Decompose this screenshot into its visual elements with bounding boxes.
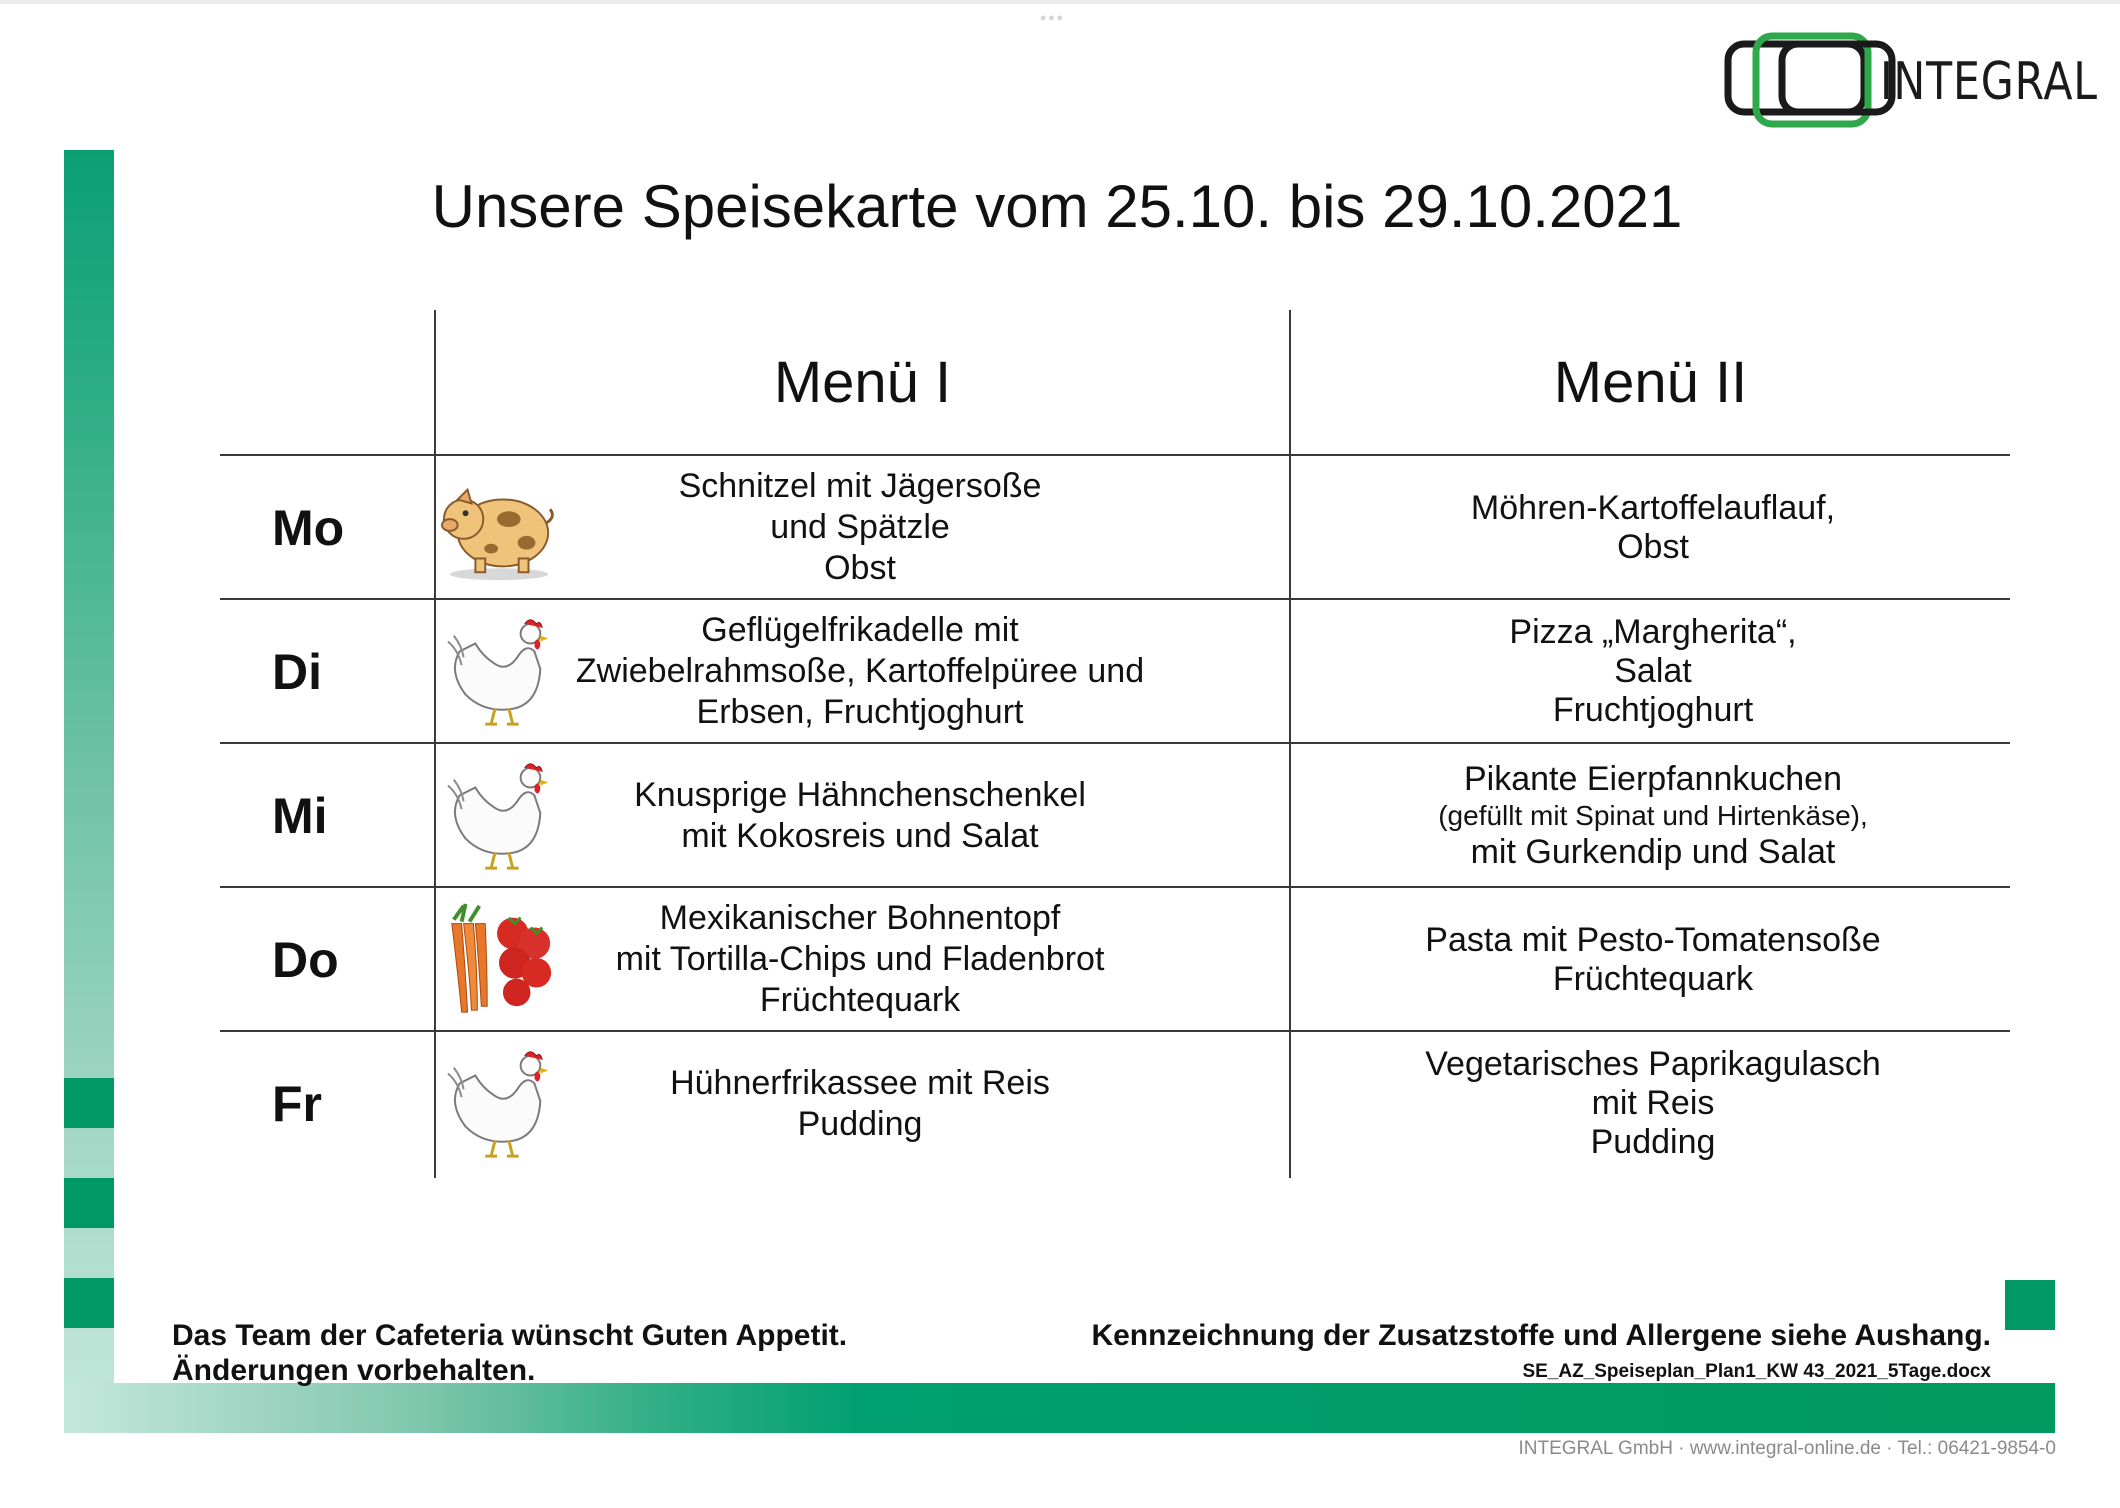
menu2-cell [1296,456,2010,599]
menu-line: Hühnerfrikassee mit Reis [670,1063,1050,1102]
top-bar [0,0,2120,4]
decor-square [64,1278,114,1328]
left-decor-strip [64,150,114,1433]
footer-disclaimer: Änderungen vorbehalten. [172,1354,536,1387]
menu-line: Salat [1614,652,1692,690]
menu-line: mit Gurkendip und Salat [1470,832,1836,871]
menu-line: Pikante Eierpfannkuchen [1463,759,1843,798]
menu1-cell [562,888,1158,1031]
menu-line: Pizza „Margherita“, [1509,613,1797,651]
drag-handle-dots: ••• [1040,8,1065,28]
day-label: Do [272,931,339,988]
menu-line: Pudding [797,1104,923,1143]
table-row-mo [220,456,2010,599]
menu1-cell [562,456,1158,599]
table-row-fr [220,1032,2010,1175]
menu-line: und Spätzle [770,508,950,546]
menu-line: Pudding [1590,1123,1716,1161]
day-label: Fr [272,1075,322,1132]
menu-line: Knusprige Hähnchenschenkel [634,775,1086,814]
menu-table [220,310,2010,1178]
menu-line: mit Tortilla-Chips und Fladenbrot [615,940,1105,978]
menu-line: Vegetarisches Paprikagulasch [1425,1045,1881,1083]
day-label: Di [272,643,322,700]
menu1-cell [562,1032,1158,1175]
vegetables-icon [440,900,558,1018]
menu1-cell [562,600,1158,743]
chicken-icon [440,612,558,730]
chicken-icon [440,1044,558,1162]
page-title: Unsere Speisekarte vom 25.10. bis 29.10.2021 [431,173,1683,240]
menu2-cell [1296,744,2010,887]
menu-line: Zwiebelrahmsoße, Kartoffelpüree und [575,652,1145,690]
menu-line: Mexikanischer Bohnentopf [659,899,1061,937]
menu-line: Obst [824,549,896,587]
menu-line: Möhren-Kartoffelauflauf, [1470,488,1836,527]
menu2-cell [1296,600,2010,743]
document-filename: SE_AZ_Speiseplan_Plan1_KW 43_2021_5Tage.docx [1522,1361,1991,1382]
menu-line: Pasta mit Pesto-Tomatensoße [1425,920,1881,959]
bottom-decor-band [64,1383,2055,1433]
menu2-cell [1296,888,2010,1031]
brand-name: INTEGRAL [1880,52,2098,112]
menu-line: Erbsen, Fruchtjoghurt [696,693,1024,731]
menu-line: mit Reis [1591,1084,1715,1122]
decor-square [64,1078,114,1128]
menu-line: Fruchtjoghurt [1552,691,1754,729]
column-header-menu2: Menü II [1553,349,1748,415]
menu-line-note: (gefüllt mit Spinat und Hirtenkäse), [1438,799,1868,831]
menu-line: Obst [1617,527,1689,566]
footer-allergen-note: Kennzeichnung der Zusatzstoffe und Allergene siehe Aushang. [1091,1319,1991,1352]
day-label: Mi [272,787,328,844]
table-row-do [220,888,2010,1031]
menu1-cell [562,744,1158,887]
menu-line: Früchtequark [1552,959,1754,998]
menu-line: Früchtequark [759,981,961,1019]
menu-line: Geflügelfrikadelle mit [701,611,1019,649]
chicken-icon [440,756,558,874]
menu-line: Schnitzel mit Jägersoße [678,467,1042,505]
footer-left [172,1318,847,1388]
company-contact: INTEGRAL GmbH · www.integral-online.de · Tel.: 06421-9854-0 [1518,1438,2056,1459]
table-row-mi [220,744,2010,887]
menu-line: mit Kokosreis und Salat [681,816,1039,855]
pig-icon [440,468,558,586]
decor-square [64,1178,114,1228]
decor-square-right [2005,1280,2055,1330]
menu2-cell [1296,1032,2010,1175]
table-row-di [220,600,2010,743]
day-label: Mo [272,499,345,556]
column-header-menu1: Menü I [773,349,952,415]
footer-greeting: Das Team der Cafeteria wünscht Guten Appetit. [172,1319,848,1352]
